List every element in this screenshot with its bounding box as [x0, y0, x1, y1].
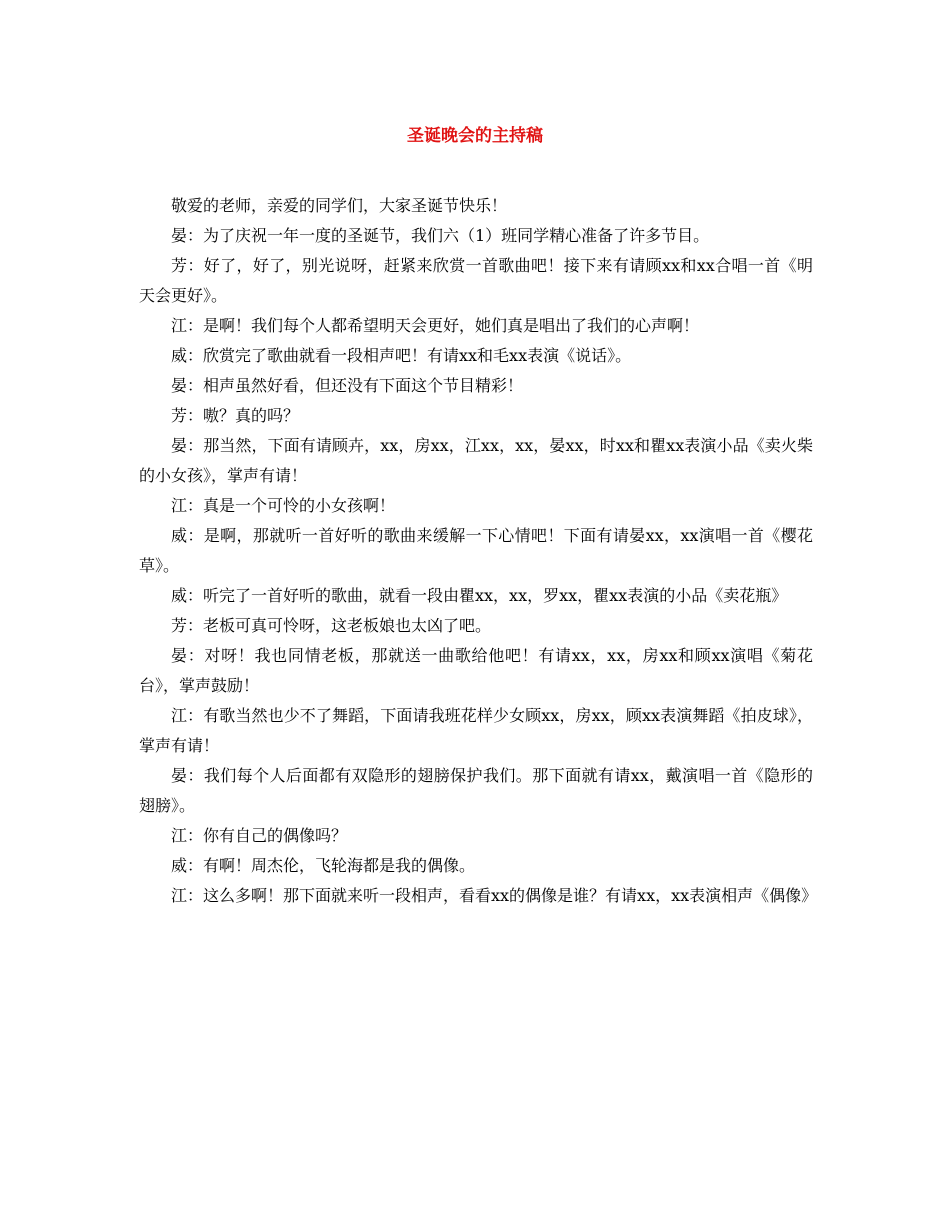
paragraph: 晏：那当然，下面有请顾卉，xx，房xx，江xx，xx，晏xx，时xx和瞿xx表演小品《卖火柴的小女孩》，掌声有请！ — [139, 436, 813, 485]
paragraph: 芳：嗷？真的吗？ — [171, 406, 300, 425]
paragraph: 晏：我们每个人后面都有双隐形的翅膀保护我们。那下面就有请xx，戴演唱一首《隐形的翅膀》。 — [139, 766, 813, 815]
paragraph: 芳：好了，好了，别光说呀，赶紧来欣赏一首歌曲吧！接下来有请顾xx和xx合唱一首《明天会更好》。 — [139, 256, 813, 305]
document-body — [139, 191, 818, 911]
paragraph: 敬爱的老师，亲爱的同学们，大家圣诞节快乐！ — [171, 196, 508, 215]
paragraph: 晏：相声虽然好看，但还没有下面这个节目精彩！ — [171, 376, 524, 395]
paragraph: 江：是啊！我们每个人都希望明天会更好，她们真是唱出了我们的心声啊！ — [171, 316, 700, 335]
paragraph: 芳：老板可真可怜呀，这老板娘也太凶了吧。 — [171, 616, 492, 635]
document-title: 圣诞晚会的主持稿 — [407, 126, 543, 146]
paragraph: 威：是啊，那就听一首好听的歌曲来缓解一下心情吧！下面有请晏xx，xx演唱一首《樱花草》。 — [139, 526, 813, 575]
paragraph: 威：有啊！周杰伦，飞轮海都是我的偶像。 — [171, 856, 476, 875]
paragraph: 江：真是一个可怜的小女孩啊！ — [171, 496, 396, 515]
paragraph: 威：欣赏完了歌曲就看一段相声吧！有请xx和毛xx表演《说话》。 — [171, 346, 632, 365]
paragraph: 江：你有自己的偶像吗？ — [171, 826, 348, 845]
paragraph: 江：有歌当然也少不了舞蹈，下面请我班花样少女顾xx，房xx，顾xx表演舞蹈《拍皮球》，掌声有请！ — [139, 706, 813, 755]
paragraph: 晏：为了庆祝一年一度的圣诞节，我们六（1）班同学精心准备了许多节目。 — [171, 226, 710, 245]
paragraph: 江：这么多啊！那下面就来听一段相声，看看xx的偶像是谁？有请xx，xx表演相声《偶像》 — [171, 886, 818, 905]
paragraph: 威：听完了一首好听的歌曲，就看一段由瞿xx，xx，罗xx，瞿xx表演的小品《卖花瓶》 — [171, 586, 788, 605]
paragraph: 晏：对呀！我也同情老板，那就送一曲歌给他吧！有请xx，xx，房xx和顾xx演唱《菊花台》，掌声鼓励！ — [139, 646, 813, 695]
